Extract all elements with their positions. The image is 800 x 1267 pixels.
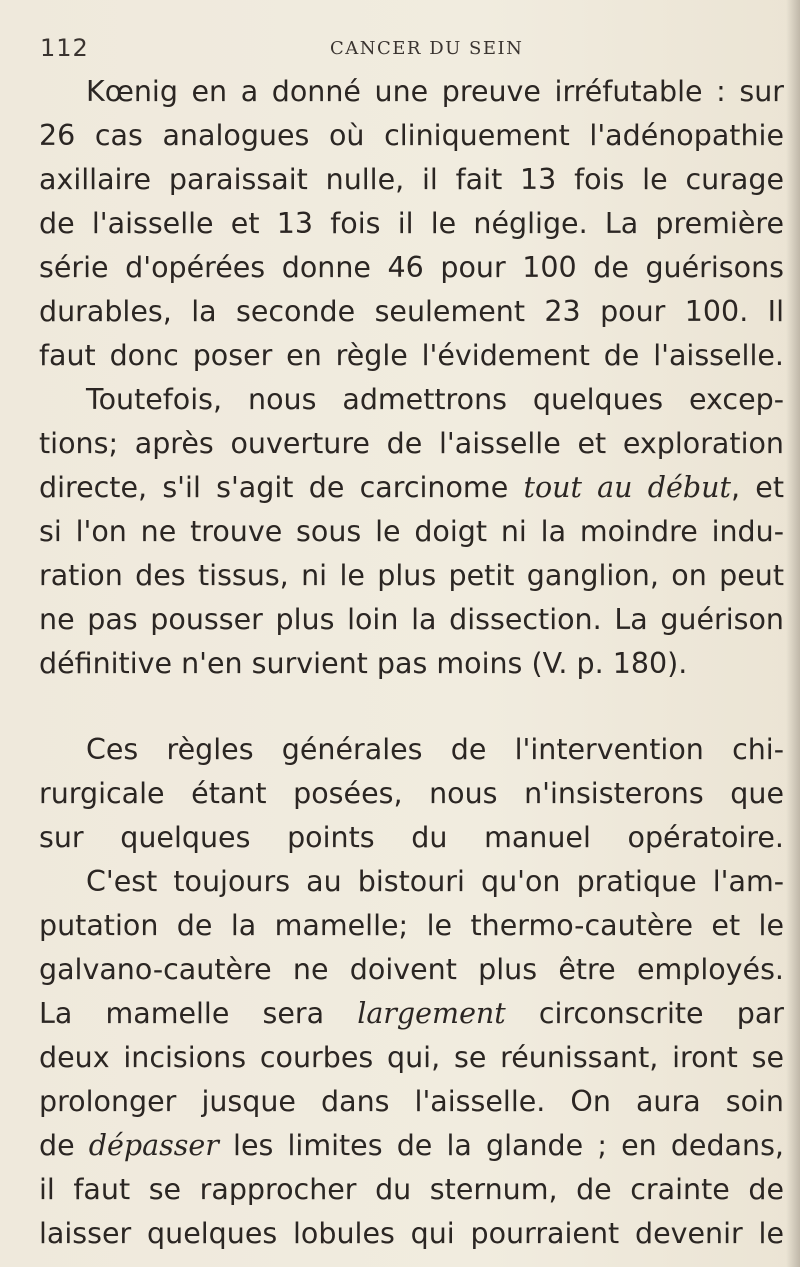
text-line: Kœnig en a donné une preuve irréfutable : sur: [86, 75, 784, 108]
text-line: laisser quelques lobules qui pourraient devenir le: [39, 1217, 784, 1250]
text-line: faut donc poser en règle l'évidement de l'aisselle.: [39, 339, 784, 372]
text-line: durables, la seconde seulement 23 pour 100. Il: [39, 295, 784, 328]
paragraph-2: [39, 378, 784, 686]
text-line: [39, 992, 784, 1036]
text-line: Ces règles générales de l'intervention chi-: [86, 733, 784, 766]
text-span: circonscrite par: [505, 997, 784, 1030]
text-line: si l'on ne trouve sous le doigt ni la moindre indu-: [39, 515, 784, 548]
text-line: définitive n'en survient pas moins (V. p. 180).: [39, 647, 688, 680]
text-line: [39, 466, 784, 510]
italic-word: largement: [357, 997, 506, 1030]
text-line: C'est toujours au bistouri qu'on pratique l'am-: [86, 865, 784, 898]
paragraph-3: [39, 728, 784, 860]
text-span: , et: [730, 471, 784, 504]
text-line: prolonger jusque dans l'aisselle. On aura soin: [39, 1085, 784, 1118]
text-span: directe, s'il s'agit de carcinome: [39, 471, 524, 504]
text-span: de: [39, 1129, 89, 1162]
page-edge-shadow: [786, 0, 800, 1267]
running-head: CANCER DU SEIN: [330, 38, 524, 59]
text-line: Toutefois, nous admettrons quelques excep-: [86, 383, 784, 416]
text-span: les limites de la glande ; en dedans,: [218, 1129, 784, 1162]
text-line: il faut se rapprocher du sternum, de crainte de: [39, 1173, 784, 1206]
text-span: La mamelle sera: [39, 997, 358, 1030]
text-line: rurgicale étant posées, nous n'insisterons que: [39, 777, 784, 810]
text-line: putation de la mamelle; le thermo-cautère et le: [39, 909, 784, 942]
italic-phrase: tout au début: [523, 471, 731, 504]
text-line: de l'aisselle et 13 fois il le néglige. La première: [39, 207, 784, 240]
page-number: 112: [40, 34, 89, 62]
italic-word: dépasser: [88, 1129, 219, 1162]
body-text: [39, 70, 784, 1256]
page-header: [40, 34, 780, 64]
text-line: 26 cas analogues où cliniquement l'adénopathie: [39, 119, 784, 152]
text-line: deux incisions courbes qui, se réunissant, iront se: [39, 1041, 784, 1074]
text-line: galvano-cautère ne doivent plus être employés.: [39, 953, 784, 986]
text-line: tions; après ouverture de l'aisselle et exploration: [39, 427, 784, 460]
text-line: ne pas pousser plus loin la dissection. La guérison: [39, 603, 784, 636]
text-line: série d'opérées donne 46 pour 100 de guérisons: [39, 251, 784, 284]
text-line: [39, 1124, 784, 1168]
text-line: axillaire paraissait nulle, il fait 13 fois le curage: [39, 163, 784, 196]
paragraph-4: [39, 860, 784, 1256]
paragraph-gap: [39, 686, 784, 728]
text-line: sur quelques points du manuel opératoire.: [39, 821, 784, 854]
text-line: ration des tissus, ni le plus petit ganglion, on peut: [39, 559, 784, 592]
paragraph-1: [39, 70, 784, 378]
